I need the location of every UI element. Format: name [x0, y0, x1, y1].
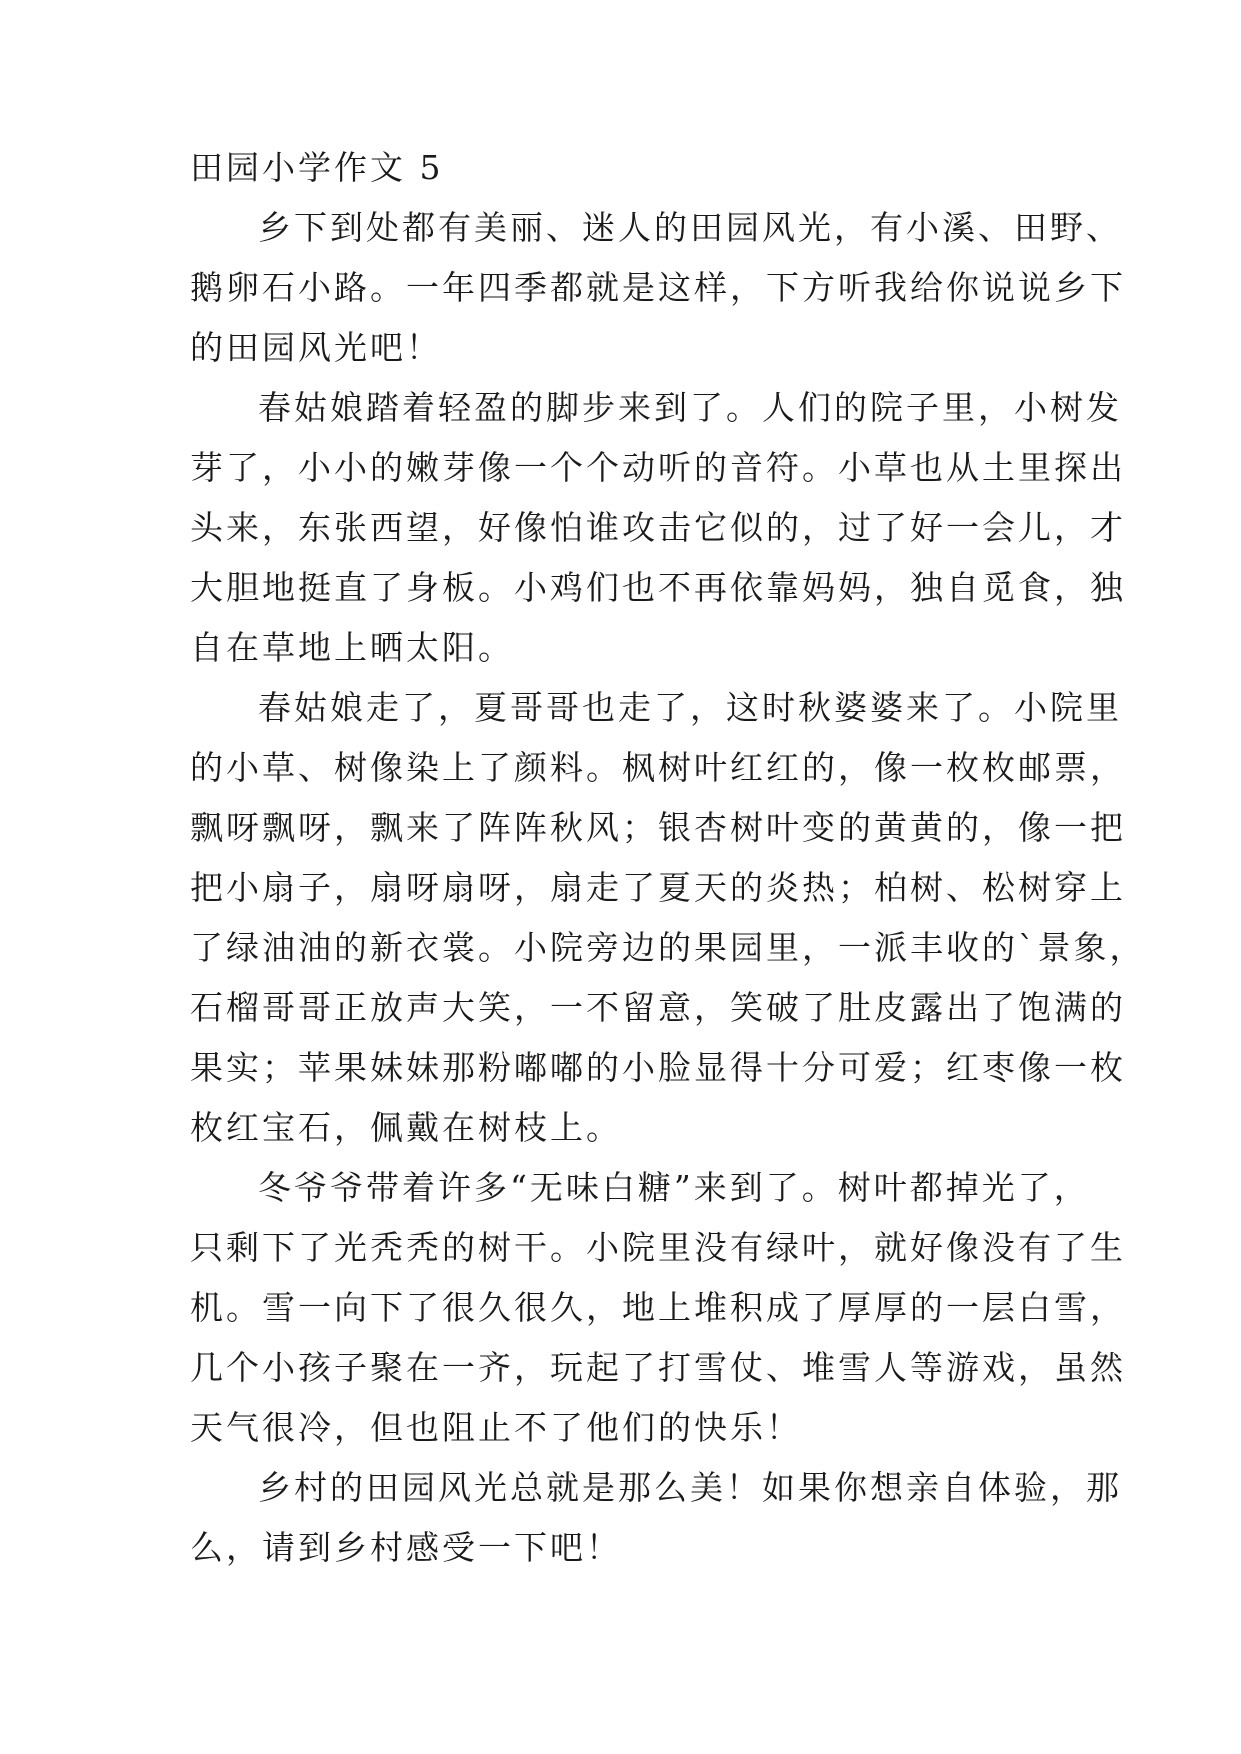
paragraph-1-line-2: 鹅卵石小路。一年四季都就是这样，下方听我给你说说乡下 [190, 268, 1126, 307]
paragraph-5-line-2: 么，请到乡村感受一下吧！ [190, 1528, 622, 1567]
paragraph-4-line-2: 只剩下了光秃秃的树干。小院里没有绿叶，就好像没有了生 [190, 1228, 1126, 1267]
paragraph-2-line-5: 自在草地上晒太阳。 [190, 628, 514, 667]
paragraph-2-line-4: 大胆地挺直了身板。小鸡们也不再依靠妈妈，独自觅食，独 [190, 568, 1126, 607]
paragraph-3-line-8: 枚红宝石，佩戴在树枝上。 [190, 1108, 622, 1147]
paragraph-2-line-2: 芽了，小小的嫩芽像一个个动听的音符。小草也从土里探出 [190, 448, 1126, 487]
paragraph-2-line-3: 头来，东张西望，好像怕谁攻击它似的，过了好一会儿，才 [190, 508, 1126, 547]
paragraph-1-line-1: 乡下到处都有美丽、迷人的田园风光，有小溪、田野、 [258, 208, 1122, 247]
paragraph-4-line-1: 冬爷爷带着许多“无味白糖”来到了。树叶都掉光了， [258, 1168, 1090, 1207]
paragraph-4-line-4: 几个小孩子聚在一齐，玩起了打雪仗、堆雪人等游戏，虽然 [190, 1348, 1126, 1387]
essay-body [190, 138, 1146, 1578]
paragraph-3-line-2: 的小草、树像染上了颜料。枫树叶红红的，像一枚枚邮票， [190, 748, 1126, 787]
paragraph-3-line-6: 石榴哥哥正放声大笑，一不留意，笑破了肚皮露出了饱满的 [190, 988, 1126, 1027]
paragraph-5-line-1: 乡村的田园风光总就是那么美！如果你想亲自体验，那 [258, 1468, 1122, 1507]
paragraph-4-line-5: 天气很冷，但也阻止不了他们的快乐！ [190, 1408, 802, 1447]
paragraph-3-line-4: 把小扇子，扇呀扇呀，扇走了夏天的炎热；柏树、松树穿上 [190, 868, 1126, 907]
paragraph-4-line-3: 机。雪一向下了很久很久，地上堆积成了厚厚的一层白雪， [190, 1288, 1126, 1327]
paragraph-2-line-1: 春姑娘踏着轻盈的脚步来到了。人们的院子里，小树发 [258, 388, 1122, 427]
document-title: 田园小学作文 5 [190, 148, 444, 187]
paragraph-3-line-1: 春姑娘走了，夏哥哥也走了，这时秋婆婆来了。小院里 [258, 688, 1122, 727]
paragraph-3-line-3: 飘呀飘呀，飘来了阵阵秋风；银杏树叶变的黄黄的，像一把 [190, 808, 1126, 847]
paragraph-3-line-7: 果实；苹果妹妹那粉嘟嘟的小脸显得十分可爱；红枣像一枚 [190, 1048, 1126, 1087]
paragraph-3-line-5: 了绿油油的新衣裳。小院旁边的果园里，一派丰收的`景象， [190, 928, 1146, 967]
paragraph-1-line-3: 的田园风光吧！ [190, 328, 442, 367]
